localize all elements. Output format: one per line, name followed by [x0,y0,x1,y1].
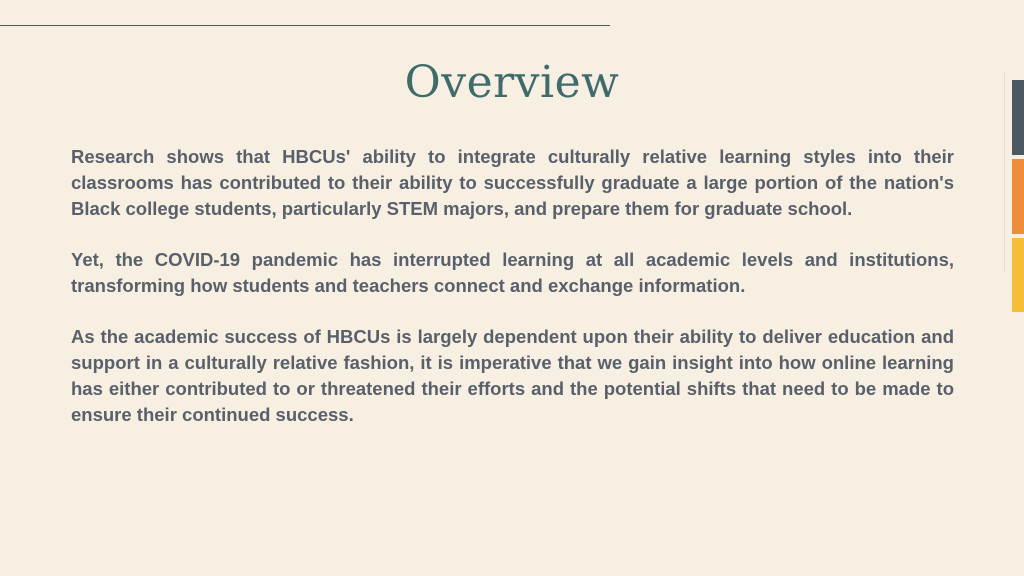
slide-body [71,144,954,453]
accent-bar-teal [1012,80,1024,155]
slide-title: Overview [404,57,620,108]
paragraph-covid: Yet, the COVID-19 pandemic has interrupted learning at all academic levels and institutions, transforming how students and teachers connect and exchange information. [71,249,954,296]
top-divider-line [0,25,610,26]
accent-bar-orange [1012,159,1024,234]
paragraph-insight: As the academic success of HBCUs is largely dependent upon their ability to deliver education and support in a culturally relative fashion, it is imperative that we gain insight into how online learning has either contributed to or threatened their efforts and the potential shifts that need to be made to ensure their continued success. [71,326,954,425]
paragraph-research: Research shows that HBCUs' ability to integrate culturally relative learning styles into their classrooms has contributed to their ability to successfully graduate a large portion of the nation's Black college students, particularly STEM majors, and prepare them for graduate school. [71,146,954,219]
accent-bar-yellow [1012,238,1024,312]
right-edge-line [1004,72,1005,272]
